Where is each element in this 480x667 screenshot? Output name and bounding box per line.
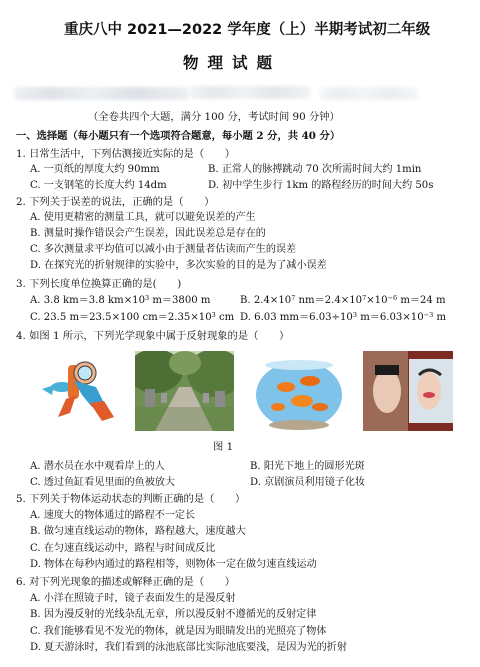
exam-info: （全卷共四个大题，满分 100 分，考试时间 90 分钟） (88, 111, 340, 123)
q2-option-a: A. 使用更精密的测量工具，就可以避免误差的产生 (30, 212, 256, 223)
exam-subtitle: 物理试题 (183, 54, 282, 72)
q2-option-c: C. 多次测量求平均值可以减小由于测量者估读而产生的误差 (30, 244, 297, 255)
q3-d-exponent: −3 (423, 311, 434, 319)
section-heading: 一、选择题（每小题只有一个选项符合题意，每小题 2 分，共 40 分） (16, 130, 341, 142)
tree-path-photo (135, 351, 234, 431)
q3-d-exponent: 3 (352, 311, 357, 319)
q3-b-text: ×10 (366, 295, 388, 306)
q3-d-text: m (433, 312, 447, 323)
blurred-watermark (190, 86, 310, 99)
q3-d-text: m＝6.03×10 (357, 312, 424, 323)
fish-bowl-photo (248, 351, 351, 431)
diver-image (30, 351, 126, 431)
q3-b-text: m＝24 m (397, 295, 446, 306)
diver-illustration (30, 351, 126, 431)
q3-option-a (30, 296, 210, 306)
q4-option-b: B. 阳光下地上的圆形光斑 (250, 461, 365, 472)
q3-b-text: B. 2.4×10 (240, 295, 292, 306)
q3-option-b (240, 296, 446, 306)
fish-bowl-image (248, 351, 351, 431)
q1-option-c: C. 一支钢笔的长度大约 14dm (30, 180, 167, 191)
q3-b-exponent: −6 (387, 294, 398, 302)
tree-path-image (135, 351, 234, 431)
exam-title: 重庆八中 2021—2022 学年度（上）半期考试初二年级 (64, 22, 431, 38)
q3-c-exponent: 3 (211, 311, 216, 319)
q6-option-a: A. 小洋在照镜子时，镜子表面发生的是漫反射 (30, 593, 236, 604)
question-5-stem: 5. 下列关于物体运动状态的判断正确的是（ ） (16, 493, 246, 505)
q6-option-c: C. 我们能够看见不发光的物体，就是因为眼睛发出的光照亮了物体 (30, 626, 327, 637)
q5-option-b: B. 做匀速直线运动的物体，路程越大，速度越大 (30, 526, 246, 537)
q3-b-exponent: 7 (291, 294, 296, 302)
q3-c-text: C. 23.5 m＝23.5×100 cm＝2.35×10 (30, 312, 212, 323)
question-6-stem: 6. 对下列光现象的描述或解释正确的是（ ） (16, 576, 236, 588)
opera-mirror-image (363, 351, 453, 431)
q5-option-d: D. 物体在每秒内通过的路程相等，则物体一定在做匀速直线运动 (30, 559, 317, 570)
q3-b-text: nm＝2.4×10 (295, 295, 363, 306)
q6-option-b: B. 因为漫反射的光线杂乱无章，所以漫反射不遵循光的反射定律 (30, 609, 317, 620)
question-4-stem: 4. 如图 1 所示，下列光学现象中属于反射现象的是（ ） (16, 330, 290, 342)
q1-option-b: B. 正常人的脉搏跳动 70 次所需时间大约 1min (208, 164, 422, 175)
q3-d-text: D. 6.03 mm＝6.03÷10 (240, 312, 353, 323)
q3-option-d (240, 313, 446, 323)
q3-a-exponent: 3 (145, 294, 150, 302)
q3-b-exponent: 7 (362, 294, 367, 302)
q5-option-a: A. 速度大的物体通过的路程不一定长 (30, 510, 196, 521)
question-2-stem: 2. 下列关于误差的说法，正确的是（ ） (16, 196, 215, 208)
blurred-watermark (320, 87, 418, 100)
q3-a-text: A. 3.8 km＝3.8 km×10 (30, 295, 145, 306)
q5-option-c: C. 在匀速直线运动中，路程与时间成反比 (30, 543, 216, 554)
opera-mirror-photo (363, 351, 453, 431)
q4-option-a: A. 潜水员在水中观看岸上的人 (30, 461, 165, 472)
q2-option-d: D. 在探究光的折射规律的实验中，多次实验的目的是为了减小误差 (30, 260, 327, 271)
question-1-stem: 1. 日常生活中，下列估测接近实际的是（ ） (16, 148, 236, 160)
q1-option-d: D. 初中学生步行 1km 的路程经历的时间大约 50s (208, 180, 434, 191)
figure-caption: 图 1 (213, 441, 234, 453)
q3-c-text: cm (215, 312, 235, 323)
blurred-watermark (14, 87, 189, 100)
q3-option-c (30, 313, 234, 323)
q6-option-d: D. 夏天游泳时，我们看到的泳池底部比实际池底要浅，是因为光的折射 (30, 642, 347, 653)
q1-option-a: A. 一页纸的厚度大约 90mm (30, 164, 160, 175)
q3-a-text-end: m＝3800 m (149, 295, 211, 306)
q4-option-c: C. 透过鱼缸看见里面的鱼被放大 (30, 477, 175, 488)
q4-option-d: D. 京剧演员利用镜子化妆 (250, 477, 366, 488)
question-3-stem: 3. 下列长度单位换算正确的是( ) (16, 278, 182, 290)
q2-option-b: B. 测量时操作错误会产生误差，因此误差总是存在的 (30, 228, 266, 239)
